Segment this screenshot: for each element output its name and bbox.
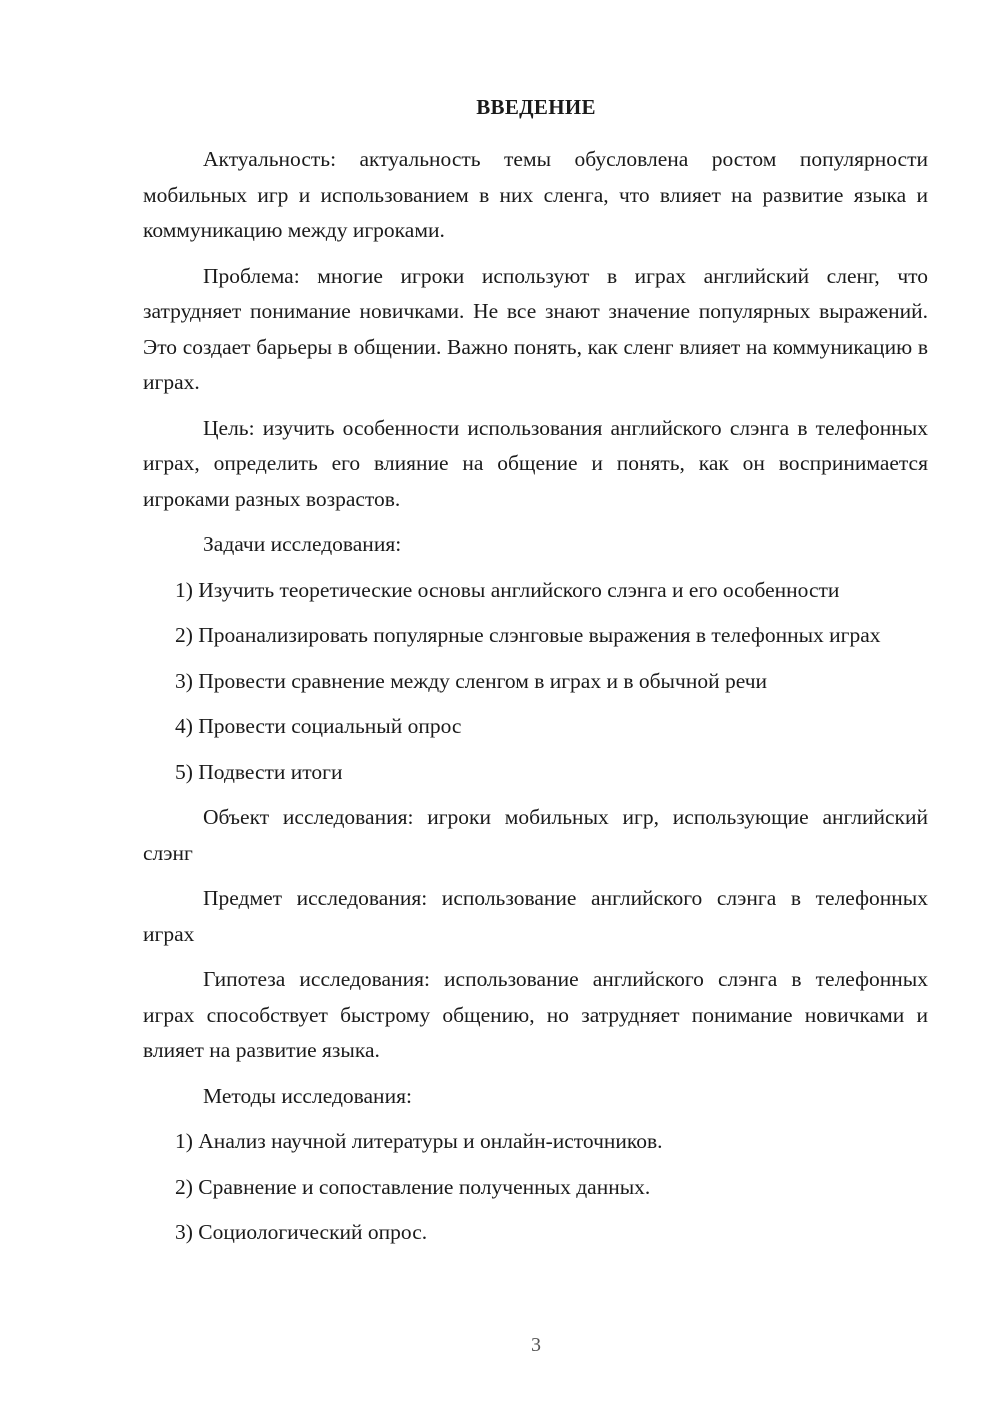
method-item-1: 1) Анализ научной литературы и онлайн-источников. — [175, 1129, 663, 1153]
task-item-4: 4) Провести социальный опрос — [175, 714, 462, 738]
problem-paragraph: Проблема: многие игроки используют в играх английский сленг, что затрудняет понимание новичками. Не все знают значение популярных выражений. Это создает барьеры в общении. Важно понять, как сленг влияет на коммуникацию в играх. — [143, 263, 928, 394]
hypothesis-paragraph: Гипотеза исследования: использование английского слэнга в телефонных играх способствует быстрому общению, но затрудняет понимание новичками и влияет на развитие языка. — [143, 967, 928, 1062]
method-item-3: 3) Социологический опрос. — [175, 1220, 428, 1244]
object-paragraph: Объект исследования: игроки мобильных игр, использующие английский слэнг — [143, 805, 928, 865]
relevance-paragraph: Актуальность: актуальность темы обусловлена ростом популярности мобильных игр и использованием в них сленга, что влияет на развитие языка и коммуникацию между игроками. — [143, 147, 928, 242]
methods-heading: Методы исследования: — [203, 1083, 412, 1108]
document-body — [143, 142, 928, 1261]
tasks-heading: Задачи исследования: — [203, 532, 402, 556]
task-item-1: 1) Изучить теоретические основы английского слэнга и его особенности — [175, 577, 840, 602]
page-number: 3 — [531, 1334, 541, 1356]
task-item-5: 5) Подвести итоги — [175, 759, 343, 784]
task-item-3: 3) Провести сравнение между сленгом в играх и в обычной речи — [175, 668, 768, 693]
goal-paragraph: Цель: изучить особенности использования английского слэнга в телефонных играх, определить его влияние на общение и понять, как он воспринимается игроками разных возрастов. — [143, 415, 928, 511]
task-item-2: 2) Проанализировать популярные слэнговые выражения в телефонных играх — [175, 623, 881, 647]
method-item-2: 2) Сравнение и сопоставление полученных данных. — [175, 1174, 651, 1199]
page-title: ВВЕДЕНИЕ — [476, 95, 596, 119]
subject-paragraph: Предмет исследования: использование английского слэнга в телефонных играх — [143, 886, 928, 946]
